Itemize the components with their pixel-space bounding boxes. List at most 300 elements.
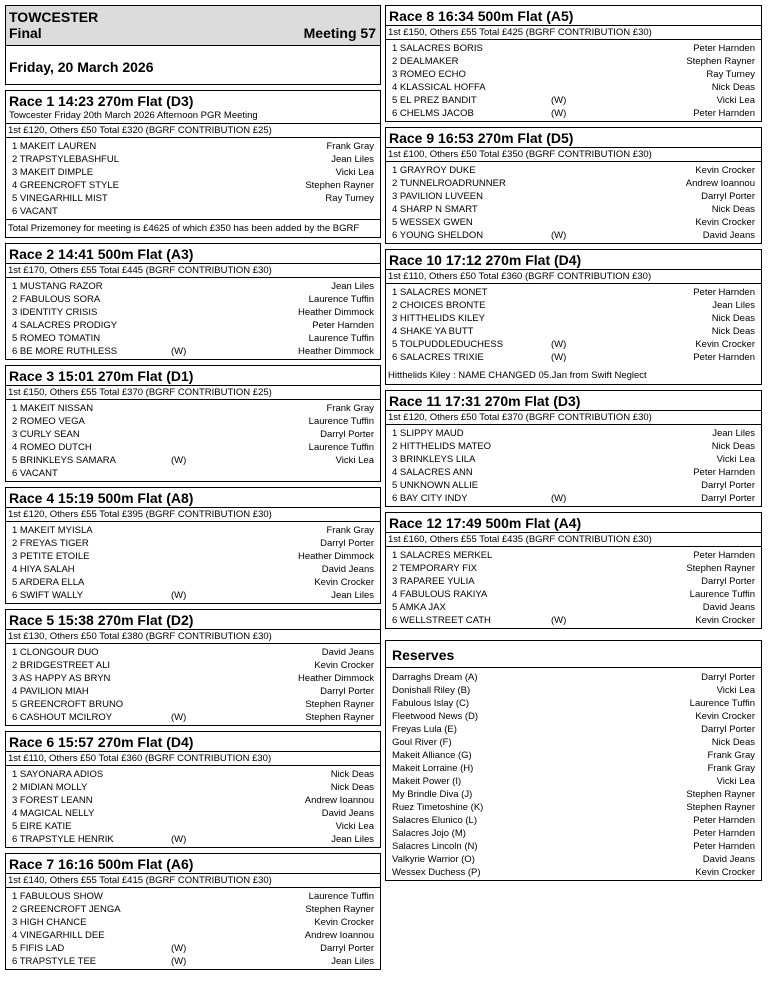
withdrawn-flag: (W) — [171, 455, 187, 466]
runner-list — [6, 644, 380, 725]
runner-name: 2 GREENCROFT JENGA — [12, 904, 121, 915]
trainer-name: Vicki Lea — [716, 95, 755, 106]
race-card — [5, 853, 381, 970]
runner-name: 3 PETITE ETOILE — [12, 551, 90, 562]
runner-name: 6 BAY CITY INDY — [392, 493, 468, 504]
trainer-name: Vicki Lea — [335, 455, 374, 466]
withdrawn-flag: (W) — [551, 230, 567, 241]
runner-name: 5 EL PREZ BANDIT — [392, 95, 477, 106]
trainer-name: Andrew Ioannou — [685, 178, 755, 189]
race-prize: 1st £160, Others £55 Total £435 (BGRF CONTRIBUTION £30) — [386, 533, 761, 547]
withdrawn-flag: (W) — [551, 352, 567, 363]
right-column — [385, 5, 762, 886]
trainer-name: Andrew Ioannou — [304, 795, 374, 806]
runner-row — [10, 332, 376, 345]
trainer-name: Stephen Rayner — [686, 802, 755, 813]
runner-row — [10, 345, 376, 358]
runner-row — [390, 94, 757, 107]
trainer-name: Darryl Porter — [320, 429, 374, 440]
runner-row — [10, 537, 376, 550]
race-title: Race 4 15:19 500m Flat (A8) — [6, 488, 380, 508]
race-prize: 1st £110, Others £50 Total £360 (BGRF CONTRIBUTION £30) — [386, 270, 761, 284]
runner-row — [390, 453, 757, 466]
runner-name: 5 AMKA JAX — [392, 602, 446, 613]
runner-row — [10, 441, 376, 454]
trainer-name: Stephen Rayner — [305, 712, 374, 723]
runner-name: 2 BRIDGESTREET ALI — [12, 660, 111, 671]
trainer-name: Frank Gray — [326, 525, 374, 536]
trainer-name: Kevin Crocker — [314, 660, 374, 671]
runner-name: 3 MAKEIT DIMPLE — [12, 167, 94, 178]
runner-row — [10, 916, 376, 929]
runner-name: 1 MAKEIT LAUREN — [12, 141, 97, 152]
race-title: Race 10 17:12 270m Flat (D4) — [386, 250, 761, 270]
runner-row — [390, 286, 757, 299]
runner-name: 2 CHOICES BRONTE — [392, 300, 486, 311]
runner-row — [10, 903, 376, 916]
trainer-name: Laurence Tuffin — [308, 442, 374, 453]
runner-name: 6 CASHOUT MCILROY — [12, 712, 113, 723]
trainer-name: Nick Deas — [711, 737, 755, 748]
reserve-name: Freyas Lula (E) — [392, 724, 457, 735]
runner-row — [10, 192, 376, 205]
withdrawn-flag: (W) — [171, 943, 187, 954]
runner-name: 4 SHARP N SMART — [392, 204, 478, 215]
reserve-row — [390, 827, 757, 840]
trainer-name: Frank Gray — [326, 403, 374, 414]
runner-row — [10, 402, 376, 415]
runner-row — [10, 524, 376, 537]
runner-row — [390, 312, 757, 325]
race-title: Race 9 16:53 270m Flat (D5) — [386, 128, 761, 148]
runner-row — [390, 299, 757, 312]
right-race-list — [385, 5, 762, 629]
runner-row — [390, 338, 757, 351]
runner-name: 3 AS HAPPY AS BRYN — [12, 673, 111, 684]
runner-row — [390, 466, 757, 479]
trainer-name: Vicki Lea — [335, 821, 374, 832]
reserve-name: Makeit Alliance (G) — [392, 750, 472, 761]
race-title: Race 8 16:34 500m Flat (A5) — [386, 6, 761, 26]
race-title: Race 11 17:31 270m Flat (D3) — [386, 391, 761, 411]
reserve-row — [390, 710, 757, 723]
trainer-name: Peter Harnden — [693, 43, 755, 54]
race-prize: 1st £110, Others £50 Total £360 (BGRF CONTRIBUTION £30) — [6, 752, 380, 766]
withdrawn-flag: (W) — [551, 108, 567, 119]
runner-row — [10, 685, 376, 698]
runner-row — [390, 81, 757, 94]
runner-name: 1 MAKEIT NISSAN — [12, 403, 94, 414]
runner-name: 2 FREYAS TIGER — [12, 538, 89, 549]
race-title: Race 12 17:49 500m Flat (A4) — [386, 513, 761, 533]
runner-row — [390, 325, 757, 338]
race-card — [5, 90, 381, 238]
race-prize: 1st £120, Others £50 Total £320 (BGRF CONTRIBUTION £25) — [6, 124, 380, 138]
runner-list — [6, 766, 380, 847]
reserve-name: Ruez Timetoshine (K) — [392, 802, 484, 813]
reserve-name: Wessex Duchess (P) — [392, 867, 481, 878]
venue-name: TOWCESTER — [9, 9, 99, 25]
runner-row — [390, 55, 757, 68]
trainer-name: Jean Liles — [331, 281, 374, 292]
trainer-name: Nick Deas — [711, 441, 755, 452]
reserve-name: Salacres Jojo (M) — [392, 828, 466, 839]
runner-row — [10, 428, 376, 441]
trainer-name: Kevin Crocker — [695, 217, 755, 228]
trainer-name: Peter Harnden — [693, 815, 755, 826]
runner-name: 3 RAPAREE YULIA — [392, 576, 475, 587]
trainer-name: Stephen Rayner — [686, 563, 755, 574]
runner-name: 3 PAVILION LUVEEN — [392, 191, 483, 202]
trainer-name: Darryl Porter — [701, 576, 755, 587]
trainer-name: Peter Harnden — [693, 287, 755, 298]
runner-name: 4 SALACRES ANN — [392, 467, 473, 478]
trainer-name: Jean Liles — [331, 154, 374, 165]
trainer-name: Vicki Lea — [716, 454, 755, 465]
runner-row — [390, 479, 757, 492]
runner-row — [390, 440, 757, 453]
trainer-name: David Jeans — [321, 808, 374, 819]
reserve-row — [390, 840, 757, 853]
runner-row — [390, 588, 757, 601]
runner-name: 1 SALACRES MONET — [392, 287, 488, 298]
runner-row — [390, 190, 757, 203]
race-title: Race 2 14:41 500m Flat (A3) — [6, 244, 380, 264]
trainer-name: Frank Gray — [326, 141, 374, 152]
race-card — [385, 512, 762, 629]
withdrawn-flag: (W) — [551, 493, 567, 504]
trainer-name: David Jeans — [321, 647, 374, 658]
trainer-name: Heather Dimmock — [297, 673, 374, 684]
reserve-name: Darraghs Dream (A) — [392, 672, 478, 683]
runner-name: 1 MAKEIT MYISLA — [12, 525, 93, 536]
trainer-name: Darryl Porter — [701, 493, 755, 504]
runner-row — [390, 562, 757, 575]
runner-row — [10, 794, 376, 807]
trainer-name: Stephen Rayner — [305, 180, 374, 191]
meeting-prize-total: Total Prizemoney for meeting is £4625 of which £350 has been added by the BGRF — [6, 219, 380, 237]
trainer-name: Darryl Porter — [701, 480, 755, 491]
runner-row — [390, 575, 757, 588]
runner-name: 2 MIDIAN MOLLY — [12, 782, 88, 793]
runner-name: 2 ROMEO VEGA — [12, 416, 85, 427]
reserve-name: Salacres Lincoln (N) — [392, 841, 478, 852]
trainer-name: Darryl Porter — [320, 686, 374, 697]
reserve-row — [390, 723, 757, 736]
race-prize: 1st £130, Others £50 Total £380 (BGRF CONTRIBUTION £30) — [6, 630, 380, 644]
runner-row — [10, 550, 376, 563]
runner-row — [10, 205, 376, 218]
trainer-name: Darryl Porter — [701, 724, 755, 735]
trainer-name: Vicki Lea — [335, 167, 374, 178]
trainer-name: Nick Deas — [711, 82, 755, 93]
runner-name: 4 ROMEO DUTCH — [12, 442, 92, 453]
runner-row — [390, 177, 757, 190]
runner-list — [386, 284, 761, 365]
runner-row — [390, 601, 757, 614]
reserve-row — [390, 775, 757, 788]
trainer-name: Kevin Crocker — [695, 615, 755, 626]
runner-name: 5 WESSEX GWEN — [392, 217, 473, 228]
left-race-list — [5, 90, 381, 970]
runner-list — [6, 400, 380, 481]
trainer-name: Darryl Porter — [320, 538, 374, 549]
reserve-name: Fabulous Islay (C) — [392, 698, 470, 709]
runner-name: 2 TEMPORARY FIX — [392, 563, 477, 574]
runner-name: 6 TRAPSTYLE TEE — [12, 956, 97, 967]
trainer-name: Darryl Porter — [701, 672, 755, 683]
runner-row — [10, 781, 376, 794]
trainer-name: Stephen Rayner — [305, 699, 374, 710]
runner-row — [10, 179, 376, 192]
trainer-name: David Jeans — [702, 854, 755, 865]
reserves-title: Reserves — [386, 641, 761, 668]
runner-row — [390, 614, 757, 627]
runner-row — [10, 672, 376, 685]
race-title: Race 1 14:23 270m Flat (D3) — [9, 93, 194, 109]
race-prize: 1st £170, Others £55 Total £445 (BGRF CONTRIBUTION £30) — [6, 264, 380, 278]
race-prize: 1st £100, Others £50 Total £350 (BGRF CONTRIBUTION £30) — [386, 148, 761, 162]
runner-name: 5 GREENCROFT BRUNO — [12, 699, 124, 710]
runner-name: 5 BRINKLEYS SAMARA — [12, 455, 117, 466]
runner-row — [10, 768, 376, 781]
runner-name: 3 HIGH CHANCE — [12, 917, 87, 928]
trainer-name: Kevin Crocker — [695, 867, 755, 878]
trainer-name: Peter Harnden — [693, 841, 755, 852]
runner-name: 1 GRAYROY DUKE — [392, 165, 476, 176]
reserve-row — [390, 788, 757, 801]
runner-name: 1 SALACRES MERKEL — [392, 550, 493, 561]
runner-name: 5 ARDERA ELLA — [12, 577, 85, 588]
reserve-row — [390, 762, 757, 775]
race-card — [5, 731, 381, 848]
withdrawn-flag: (W) — [171, 956, 187, 967]
meeting-date: Friday, 20 March 2026 — [9, 59, 154, 75]
runner-name: 5 ROMEO TOMATIN — [12, 333, 101, 344]
trainer-name: Laurence Tuffin — [308, 416, 374, 427]
runner-name: 1 CLONGOUR DUO — [12, 647, 99, 658]
runner-row — [390, 427, 757, 440]
trainer-name: Stephen Rayner — [305, 904, 374, 915]
reserve-row — [390, 801, 757, 814]
runner-name: 4 SALACRES PRODIGY — [12, 320, 118, 331]
runner-name: 4 GREENCROFT STYLE — [12, 180, 119, 191]
runner-row — [390, 229, 757, 242]
reserves-list — [386, 668, 761, 880]
race-title: Race 7 16:16 500m Flat (A6) — [6, 854, 380, 874]
trainer-name: Peter Harnden — [693, 550, 755, 561]
race-prize: 1st £120, Others £55 Total £395 (BGRF CONTRIBUTION £30) — [6, 508, 380, 522]
reserve-name: My Brindle Diva (J) — [392, 789, 473, 800]
withdrawn-flag: (W) — [171, 590, 187, 601]
runner-name: 2 FABULOUS SORA — [12, 294, 101, 305]
race-prize: 1st £140, Others £55 Total £415 (BGRF CONTRIBUTION £30) — [6, 874, 380, 888]
trainer-name: Frank Gray — [707, 763, 755, 774]
runner-row — [390, 216, 757, 229]
race-prize: 1st £120, Others £50 Total £370 (BGRF CONTRIBUTION £30) — [386, 411, 761, 425]
runner-row — [10, 153, 376, 166]
runner-row — [10, 820, 376, 833]
runner-row — [10, 942, 376, 955]
race-title: Race 3 15:01 270m Flat (D1) — [6, 366, 380, 386]
trainer-name: David Jeans — [702, 230, 755, 241]
trainer-name: Nick Deas — [330, 769, 374, 780]
trainer-name: Frank Gray — [707, 750, 755, 761]
trainer-name: Laurence Tuffin — [308, 294, 374, 305]
runner-name: 1 MUSTANG RAZOR — [12, 281, 103, 292]
runner-row — [390, 42, 757, 55]
runner-list — [6, 138, 380, 219]
runner-list — [6, 522, 380, 603]
runner-row — [390, 68, 757, 81]
trainer-name: Jean Liles — [331, 956, 374, 967]
runner-name: 4 FABULOUS RAKIYA — [392, 589, 488, 600]
runner-row — [10, 306, 376, 319]
runner-row — [390, 164, 757, 177]
reserve-name: Makeit Lorraine (H) — [392, 763, 474, 774]
trainer-name: Andrew Ioannou — [304, 930, 374, 941]
withdrawn-flag: (W) — [171, 834, 187, 845]
reserve-name: Goul River (F) — [392, 737, 452, 748]
trainer-name: Peter Harnden — [693, 828, 755, 839]
runner-name: 1 SALACRES BORIS — [392, 43, 483, 54]
runner-row — [390, 107, 757, 120]
runner-name: 5 UNKNOWN ALLIE — [392, 480, 479, 491]
reserve-row — [390, 671, 757, 684]
reserve-name: Fleetwood News (D) — [392, 711, 479, 722]
runner-name: 6 WELLSTREET CATH — [392, 615, 491, 626]
runner-row — [10, 293, 376, 306]
trainer-name: Nick Deas — [711, 313, 755, 324]
runner-row — [10, 280, 376, 293]
runner-list — [386, 547, 761, 628]
race-card — [385, 5, 762, 122]
runner-list — [386, 40, 761, 121]
reserve-row — [390, 697, 757, 710]
runner-row — [10, 563, 376, 576]
reserve-row — [390, 684, 757, 697]
runner-name: 5 EIRE KATIE — [12, 821, 72, 832]
runner-row — [10, 319, 376, 332]
trainer-name: Jean Liles — [712, 428, 755, 439]
runner-name: 5 TOLPUDDLEDUCHESS — [392, 339, 504, 350]
withdrawn-flag: (W) — [171, 712, 187, 723]
runner-name: 4 VINEGARHILL DEE — [12, 930, 105, 941]
runner-name: 6 SWIFT WALLY — [12, 590, 84, 601]
race-title: Race 5 15:38 270m Flat (D2) — [6, 610, 380, 630]
trainer-name: Kevin Crocker — [695, 711, 755, 722]
trainer-name: Kevin Crocker — [695, 165, 755, 176]
runner-row — [390, 549, 757, 562]
runner-name: 4 PAVILION MIAH — [12, 686, 89, 697]
runner-name: 4 SHAKE YA BUTT — [392, 326, 474, 337]
trainer-name: David Jeans — [321, 564, 374, 575]
reserve-name: Makeit Power (I) — [392, 776, 462, 787]
runner-row — [10, 698, 376, 711]
race-card — [385, 127, 762, 244]
runner-name: 3 FOREST LEANN — [12, 795, 93, 806]
runner-row — [10, 454, 376, 467]
runner-row — [10, 929, 376, 942]
meeting-number: Meeting 57 — [303, 25, 376, 41]
trainer-name: Peter Harnden — [693, 467, 755, 478]
reserve-row — [390, 749, 757, 762]
trainer-name: Nick Deas — [711, 326, 755, 337]
trainer-name: Jean Liles — [331, 834, 374, 845]
trainer-name: Kevin Crocker — [695, 339, 755, 350]
trainer-name: Nick Deas — [711, 204, 755, 215]
race-title: Race 6 15:57 270m Flat (D4) — [6, 732, 380, 752]
runner-row — [10, 589, 376, 602]
runner-row — [10, 646, 376, 659]
runner-name: 4 HIYA SALAH — [12, 564, 75, 575]
reserve-name: Donishall Riley (B) — [392, 685, 471, 696]
trainer-name: Vicki Lea — [716, 685, 755, 696]
trainer-name: Darryl Porter — [701, 191, 755, 202]
runner-name: 1 FABULOUS SHOW — [12, 891, 103, 902]
runner-name: 5 VINEGARHILL MIST — [12, 193, 108, 204]
runner-row — [10, 955, 376, 968]
runner-name: 1 SLIPPY MAUD — [392, 428, 464, 439]
runner-row — [10, 415, 376, 428]
runner-name: 3 BRINKLEYS LILA — [392, 454, 476, 465]
trainer-name: Kevin Crocker — [314, 917, 374, 928]
runner-row — [390, 351, 757, 364]
trainer-name: Laurence Tuffin — [689, 698, 755, 709]
runner-row — [390, 203, 757, 216]
reserve-row — [390, 736, 757, 749]
trainer-name: Ray Turney — [706, 69, 755, 80]
trainer-name: Peter Harnden — [312, 320, 374, 331]
runner-name: 4 MAGICAL NELLY — [12, 808, 95, 819]
trainer-name: Stephen Rayner — [686, 789, 755, 800]
trainer-name: Jean Liles — [331, 590, 374, 601]
runner-name: 5 FIFIS LAD — [12, 943, 65, 954]
withdrawn-flag: (W) — [551, 95, 567, 106]
runner-name: 2 HITTHELIDS MATEO — [392, 441, 492, 452]
runner-name: 2 DEALMAKER — [392, 56, 459, 67]
runner-list — [386, 162, 761, 243]
runner-name: 6 VACANT — [12, 468, 58, 479]
race-card — [5, 365, 381, 482]
race-prize: 1st £150, Others £55 Total £370 (BGRF CONTRIBUTION £25) — [6, 386, 380, 400]
reserve-name: Valkyrie Warrior (O) — [392, 854, 475, 865]
race-subtitle: Towcester Friday 20th March 2026 Afternoon PGR Meeting — [6, 110, 380, 124]
runner-name: 1 SAYONARA ADIOS — [12, 769, 104, 780]
runner-row — [10, 166, 376, 179]
race-card — [5, 609, 381, 726]
trainer-name: Vicki Lea — [716, 776, 755, 787]
runner-list — [6, 278, 380, 359]
runner-row — [10, 467, 376, 480]
card-stage: Final — [9, 25, 42, 41]
trainer-name: Heather Dimmock — [297, 346, 374, 357]
runner-name: 3 ROMEO ECHO — [392, 69, 466, 80]
runner-name: 6 TRAPSTYLE HENRIK — [12, 834, 114, 845]
trainer-name: Jean Liles — [712, 300, 755, 311]
race-card — [5, 243, 381, 360]
runner-row — [390, 492, 757, 505]
trainer-name: Stephen Rayner — [686, 56, 755, 67]
reserve-row — [390, 853, 757, 866]
withdrawn-flag: (W) — [551, 615, 567, 626]
runner-list — [6, 888, 380, 969]
header-banner — [6, 6, 380, 46]
trainer-name: Peter Harnden — [693, 352, 755, 363]
runner-name: 3 CURLY SEAN — [12, 429, 80, 440]
runner-row — [10, 659, 376, 672]
trainer-name: Nick Deas — [330, 782, 374, 793]
